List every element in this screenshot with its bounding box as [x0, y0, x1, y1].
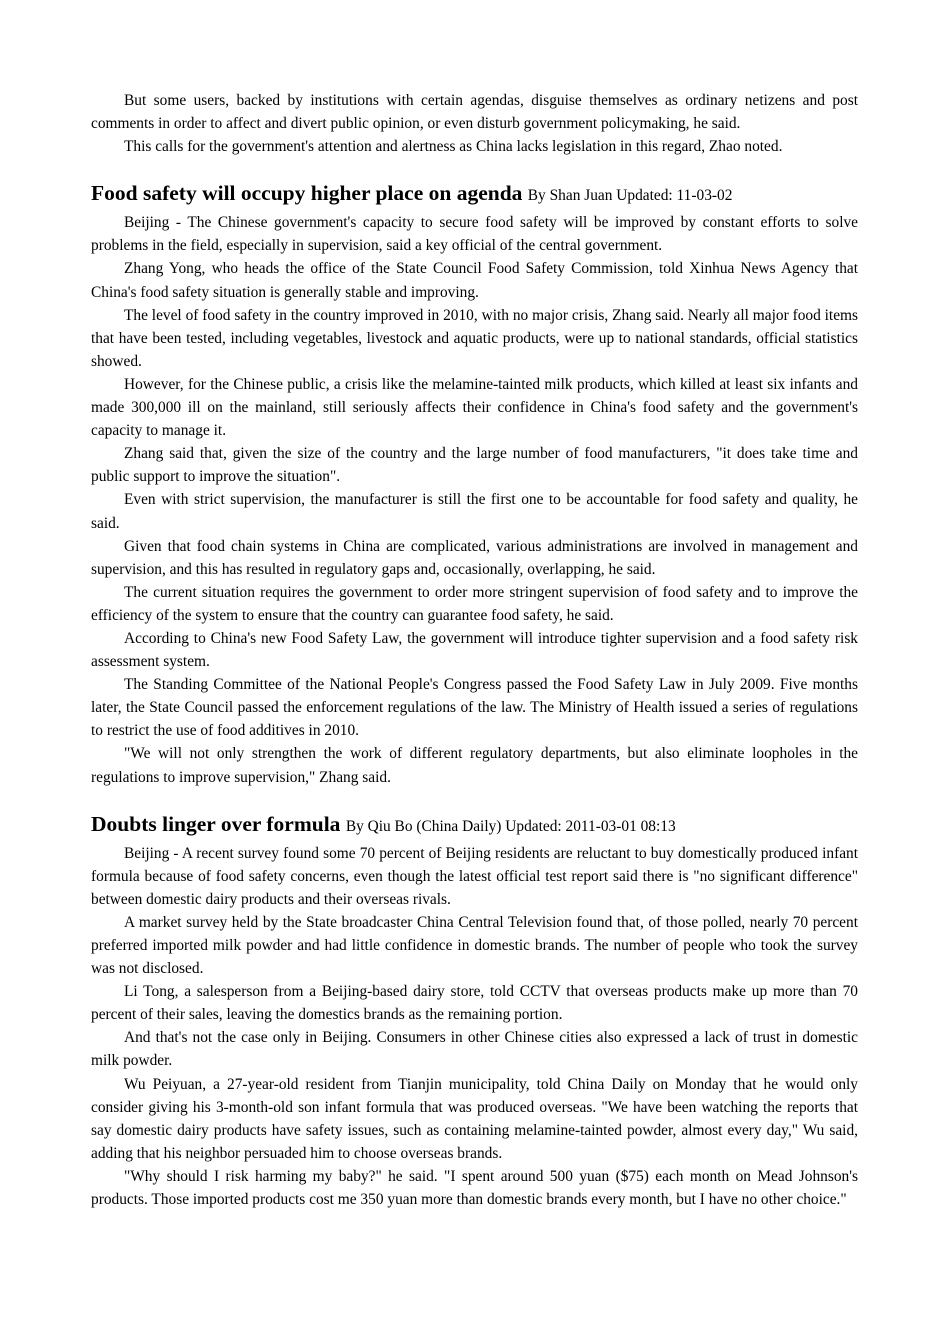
- paragraph: This calls for the government's attention and alertness as China lacks legislation in this regard, Zhao noted.: [124, 138, 783, 156]
- article-byline: By Shan Juan Updated: 11-03-02: [527, 187, 733, 205]
- paragraph: Wu Peiyuan, a 27-year-old resident from Tianjin municipality, told China Daily on Monday that he would only consider giving his 3-month-old son infant formula that was produced overseas. "We have been watching the reports that say domestic dairy products have safety issues, such as containing melamine-tainted powder, almost every day," Wu said, adding that his neighbor persuaded him to choose overseas brands.: [91, 1075, 858, 1162]
- article-byline: By Qiu Bo (China Daily) Updated: 2011-03-01 08:13: [345, 817, 676, 835]
- paragraph: The current situation requires the government to order more stringent supervision of food safety and to improve the efficiency of the system to ensure that the country can guarantee food safety, he said.: [91, 583, 858, 624]
- paragraph: However, for the Chinese public, a crisis like the melamine-tainted milk products, which killed at least six infants and made 300,000 ill on the mainland, still seriously affects their confidence in China's food safety and the government's capacity to manage it.: [91, 375, 858, 440]
- paragraph: "We will not only strengthen the work of different regulatory departments, but also eliminate loopholes in the regulations to improve supervision," Zhang said.: [91, 745, 858, 786]
- paragraph: Even with strict supervision, the manufacturer is still the first one to be accountable for food safety and quality, he said.: [91, 491, 858, 532]
- article-title: Food safety will occupy higher place on agenda: [91, 181, 528, 206]
- paragraph: Beijing - A recent survey found some 70 percent of Beijing residents are reluctant to buy domestically produced infant formula because of food safety concerns, even though the latest official test report said there is "no significant difference" between domestic dairy products and their overseas rivals.: [91, 844, 858, 908]
- paragraph: But some users, backed by institutions with certain agendas, disguise themselves as ordinary netizens and post comments in order to affect and divert public opinion, or even disturb government policymaking, he said.: [91, 92, 858, 133]
- article-title: Doubts linger over formula: [91, 811, 346, 836]
- paragraph: "Why should I risk harming my baby?" he said. "I spent around 500 yuan ($75) each month on Mead Johnson's products. Those imported products cost me 350 yuan more than domestic brands every month, but I have no other choice.": [91, 1167, 858, 1209]
- paragraph: The level of food safety in the country improved in 2010, with no major crisis, Zhang said. Nearly all major food items that have been tested, including vegetables, livestock and aquatic products, were up to national standards, official statistics showed.: [91, 306, 858, 370]
- paragraph: According to China's new Food Safety Law, the government will introduce tighter supervision and a food safety risk assessment system.: [91, 629, 858, 671]
- paragraph: Li Tong, a salesperson from a Beijing-based dairy store, told CCTV that overseas products make up more than 70 percent of their sales, leaving the domestics brands as the remaining portion.: [91, 983, 858, 1024]
- paragraph: The Standing Committee of the National People's Congress passed the Food Safety Law in July 2009. Five months later, the State Council passed the enforcement regulations of the law. The Ministry of Health issued a series of regulations to restrict the use of food additives in 2010.: [91, 676, 858, 740]
- article-food-safety: [91, 178, 858, 788]
- paragraph: Beijing - The Chinese government's capacity to secure food safety will be improved by constant efforts to solve problems in the field, especially in supervision, said a key official of the central government.: [91, 214, 858, 255]
- paragraph: Given that food chain systems in China are complicated, various administrations are involved in management and supervision, and this has resulted in regulatory gaps and, occasionally, overlapping, he said.: [91, 537, 858, 578]
- document-page: [91, 89, 858, 1211]
- intro-section: [91, 89, 858, 158]
- paragraph: Zhang said that, given the size of the country and the large number of food manufacturers, "it does take time and public support to improve the situation".: [91, 445, 858, 486]
- paragraph: And that's not the case only in Beijing. Consumers in other Chinese cities also expressed a lack of trust in domestic milk powder.: [91, 1029, 858, 1070]
- article-headline: [91, 178, 858, 211]
- paragraph: Zhang Yong, who heads the office of the State Council Food Safety Commission, told Xinhua News Agency that China's food safety situation is generally stable and improving.: [91, 260, 858, 301]
- article-headline: [91, 809, 858, 842]
- paragraph: A market survey held by the State broadcaster China Central Television found that, of those polled, nearly 70 percent preferred imported milk powder and had little confidence in domestic brands. The number of people who took the survey was not disclosed.: [91, 913, 858, 978]
- article-doubts-formula: [91, 809, 858, 1212]
